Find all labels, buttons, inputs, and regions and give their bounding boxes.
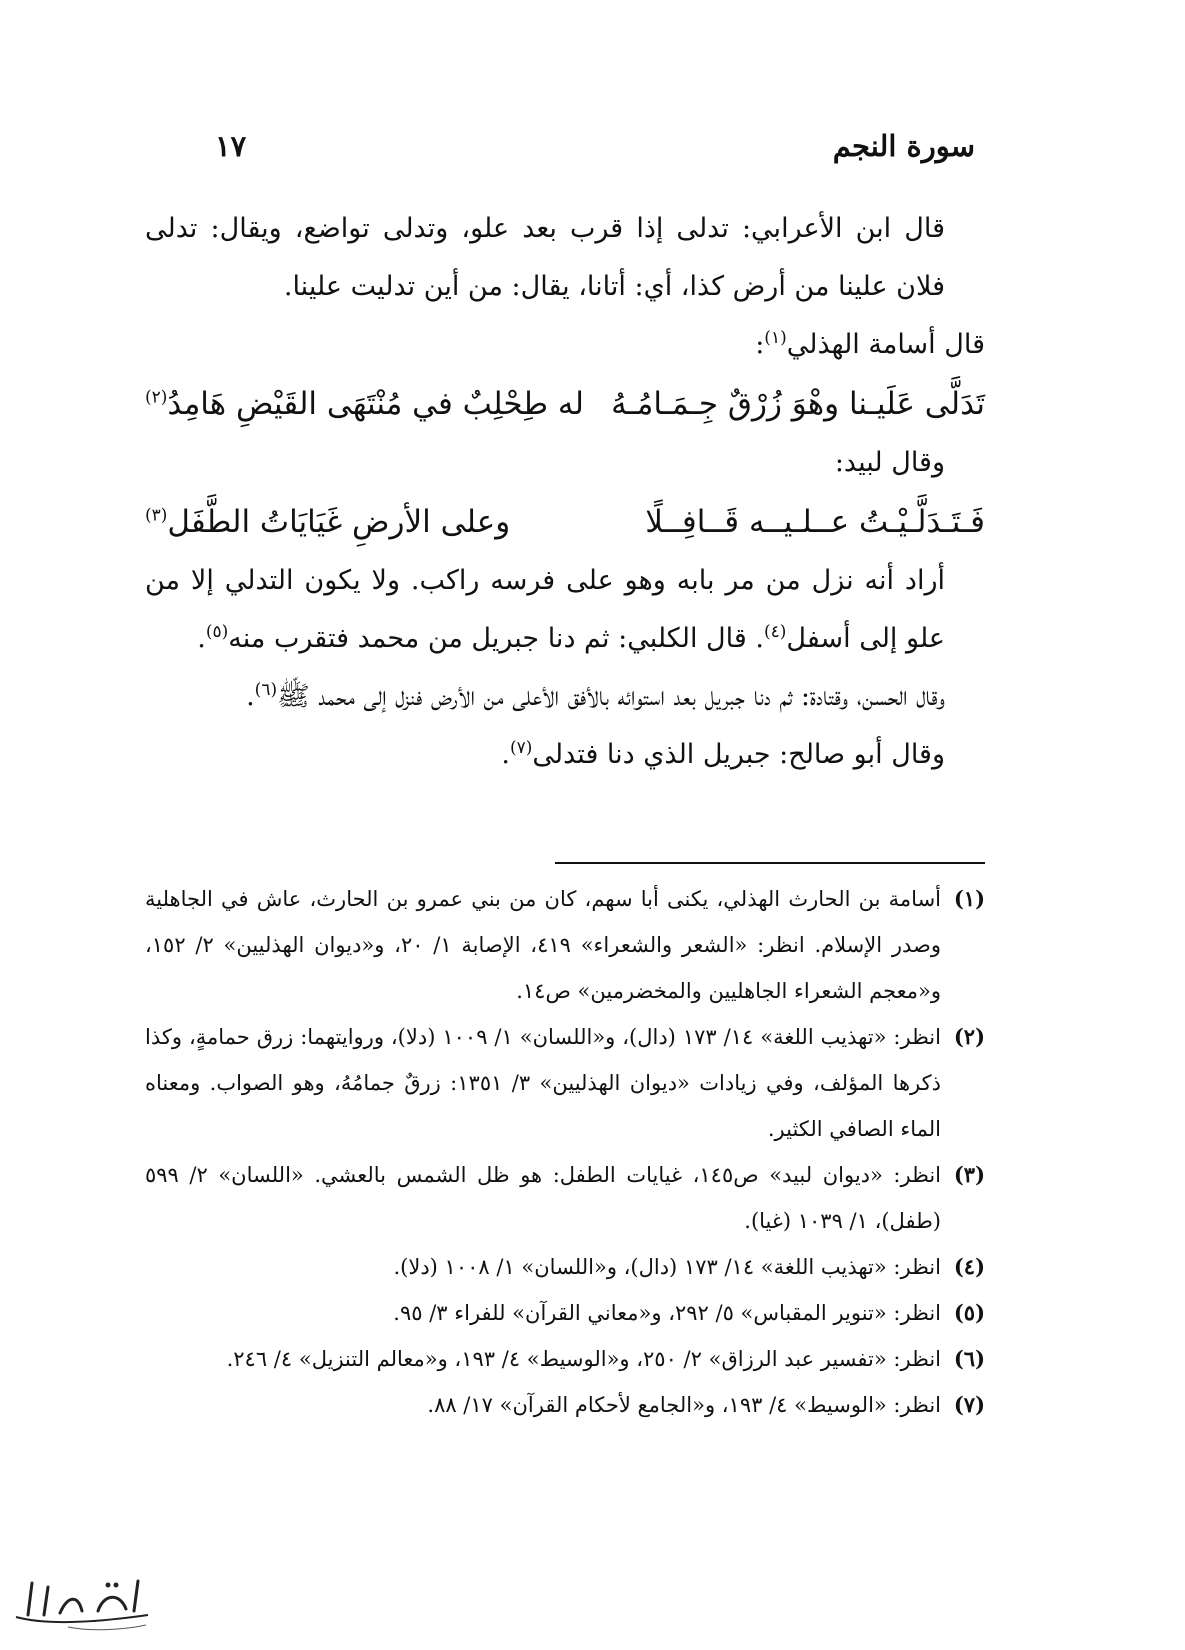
footnote-text: أسامة بن الحارث الهذلي، يكنى أبا سهم، كان من بني عمرو بن الحارث، عاش في الجاهلية وصدر الإسلام. انظر: «الشعر والشعراء» ٤١٩، الإصابة ١/ ٢٠، و«ديوان الهذليين» ٢/ ١٥٢، و«معجم الشعراء الجاهليين والمخضرمين» ص١٤.: [145, 887, 941, 1003]
paragraph: قال أسامة الهذلي$^{(١)}$:: [755, 328, 985, 360]
paragraph: وقال أبو صالح: جبريل الذي دنا فتدلى$^{(٧)}$.: [501, 738, 945, 770]
footnote: [145, 1336, 985, 1382]
poetry-verse: [145, 374, 985, 434]
main-text: [145, 200, 985, 784]
footnote-number: (٤): [953, 1254, 985, 1279]
verse-hemistich-first: فَـتَـدَلَّـيْـتُ عــلـيــه قَــافِــلًا: [645, 504, 985, 540]
footnote-ref: (٤): [763, 622, 787, 642]
verse-hemistich-first: تَدَلَّى عَلَيـنا وهْوَ زُرْقٌ جِـمَـامُـهُ: [611, 386, 985, 422]
footnote-text: انظر: «تهذيب اللغة» ١٤/ ١٧٣ (دال)، و«اللسان» ١/ ١٠٠٨ (دلا).: [393, 1255, 941, 1279]
paragraph: أراد أنه نزل من مر بابه وهو على فرسه راكب. ولا يكون التدلي إلا من علو إلى أسفل$^{(٤)}$. قال الكلبي: ثم دنا جبريل من محمد فتقرب منه$^{(٥)}$.: [145, 565, 945, 654]
footnote-ref: (١): [764, 328, 787, 348]
footnote-text: انظر: «تفسير عبد الرزاق» ٢/ ٢٥٠، و«الوسيط» ٤/ ١٩٣، و«معالم التنزيل» ٤/ ٢٤٦.: [226, 1347, 941, 1371]
paragraph: وقال الحسن، وقتادة: ثم دنا جبريل بعد استوائه بالأفق الأعلى من الأرض فنزل إلى محمد ﷺ$^{(٦)}$.: [246, 680, 945, 712]
verse-hemistich-second: وعلى الأرضِ غَيَايَاتُ الطَّفَل$^{(٣)}$: [145, 504, 511, 540]
footnote-number: (٥): [953, 1300, 985, 1325]
footnote-ref: (٣): [145, 505, 168, 526]
paragraph: وقال لبيد:: [834, 447, 945, 478]
publisher-logo: [8, 1565, 158, 1635]
page-header: [215, 118, 975, 174]
footnote: [145, 1290, 985, 1336]
footnote-text: انظر: «الوسيط» ٤/ ١٩٣، و«الجامع لأحكام القرآن» ١٧/ ٨٨.: [427, 1393, 941, 1417]
footnotes: [145, 876, 985, 1428]
footnote: [145, 1014, 985, 1152]
footnote: [145, 1244, 985, 1290]
surah-title: سورة النجم: [832, 129, 975, 163]
footnote-number: (٧): [953, 1392, 985, 1417]
paragraph: قال ابن الأعرابي: تدلى إذا قرب بعد علو، وتدلى تواضع، ويقال: تدلى فلان علينا من أرض كذا، أي: أتانا، يقال: من أين تدليت علينا.: [145, 213, 945, 302]
page-number: ١٧: [215, 129, 247, 163]
footnote-ref: (٦): [254, 680, 278, 700]
footnote-ref: (٢): [145, 387, 168, 408]
footnote: [145, 1152, 985, 1244]
footnote-text: انظر: «ديوان لبيد» ص١٤٥، غيايات الطفل: هو ظل الشمس بالعشي. «اللسان» ٢/ ٥٩٩ (طفل)، ١/ ١٠٣٩ (غيا).: [145, 1163, 941, 1233]
footnote: [145, 876, 985, 1014]
footnote-text: انظر: «تنوير المقباس» ٥/ ٢٩٢، و«معاني القرآن» للفراء ٣/ ٩٥.: [393, 1301, 941, 1325]
footnote-text: انظر: «تهذيب اللغة» ١٤/ ١٧٣ (دال)، و«اللسان» ١/ ١٠٠٩ (دلا)، وروايتهما: زرق حمامةٍ، وكذا ذكرها المؤلف، وفي زيادات «ديوان الهذليين» ٣/ ١٣٥١: زرقٌ جمامُهُ، وهو الصواب. ومعناه الماء الصافي الكثير.: [145, 1025, 941, 1141]
verse-hemistich-second: له طِحْلِبٌ في مُنْتَهَى القَيْضِ هَامِدُ$^{(٢)}$: [145, 386, 584, 422]
footnote-ref: (٧): [509, 738, 533, 758]
footnote-number: (٦): [953, 1346, 985, 1371]
footnote-separator: [555, 862, 985, 864]
footnote-number: (٢): [953, 1024, 985, 1049]
poetry-verse: [145, 492, 985, 552]
footnote-number: (٣): [953, 1162, 985, 1187]
footnote-number: (١): [953, 886, 985, 911]
footnote: [145, 1382, 985, 1428]
footnote-ref: (٥): [205, 622, 229, 642]
